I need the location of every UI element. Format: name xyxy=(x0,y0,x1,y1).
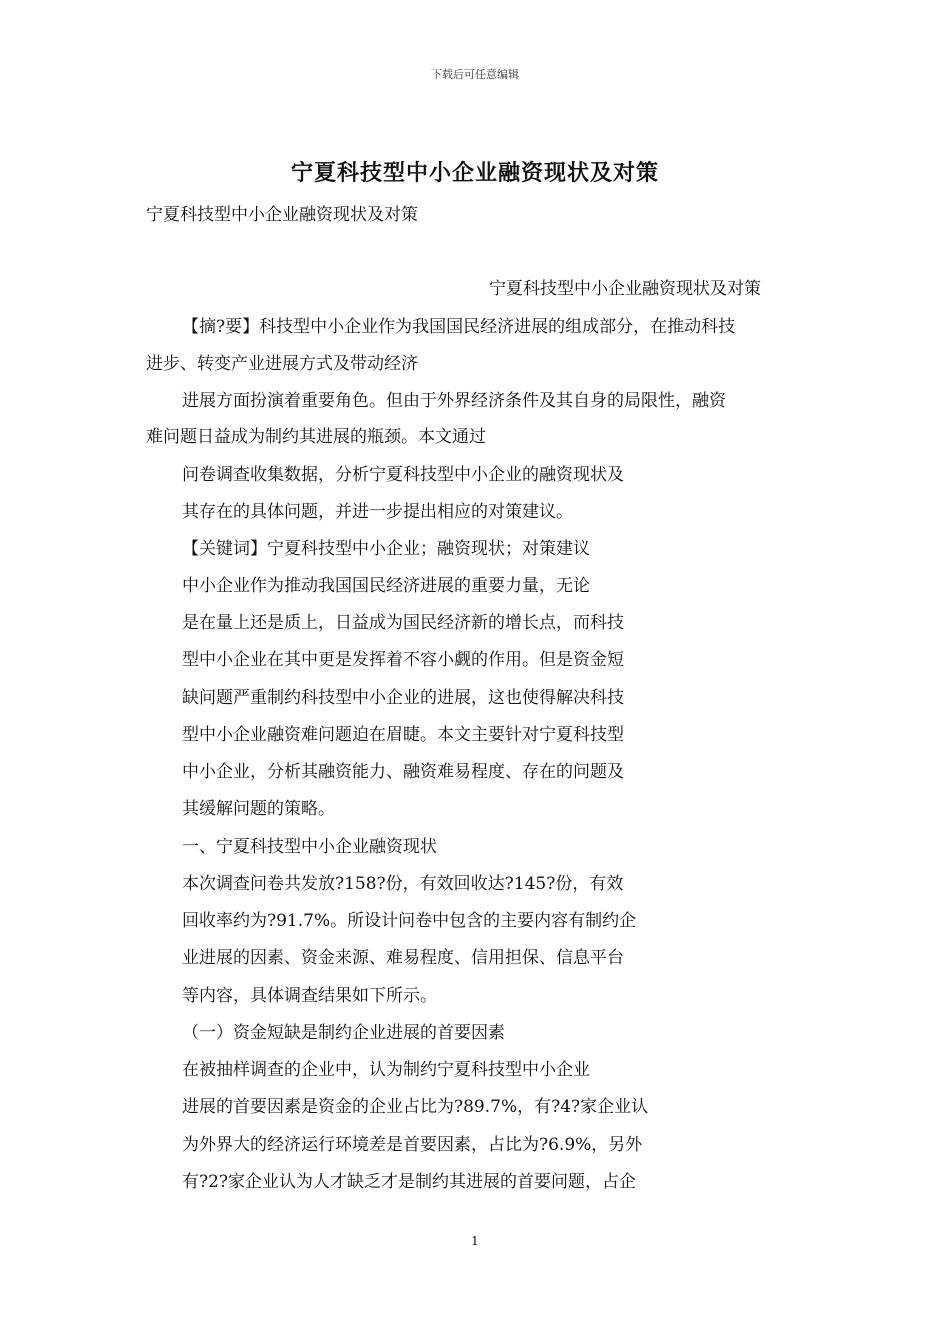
document-title: 宁夏科技型中小企业融资现状及对策 xyxy=(290,160,659,186)
page-number: 1 xyxy=(471,1234,479,1248)
keywords: 【关键词】宁夏科技型中小企业；融资现状；对策建议 xyxy=(182,539,590,559)
section-heading: 一、宁夏科技型中小企业融资现状 xyxy=(182,837,437,857)
intro-line: 中小企业，分析其融资能力、融资难易程度、存在的问题及 xyxy=(182,762,624,782)
abstract-line: 其存在的具体问题，并进一步提出相应的对策建议。 xyxy=(182,502,573,522)
subsection-line: 在被抽样调查的企业中，认为制约宁夏科技型中小企业 xyxy=(182,1060,590,1080)
right-aligned-title: 宁夏科技型中小企业融资现状及对策 xyxy=(489,279,761,299)
subsection-line: 为外界大的经济运行环境差是首要因素，占比为?6.9%，另外 xyxy=(182,1135,643,1155)
abstract-line: 【摘?要】科技型中小企业作为我国国民经济进展的组成部分，在推动科技 xyxy=(182,317,736,337)
section-line: 业进展的因素、资金来源、难易程度、信用担保、信息平台 xyxy=(182,948,624,968)
section-line: 回收率约为?91.7%。所设计问卷中包含的主要内容有制约企 xyxy=(182,911,637,931)
abstract-line: 难问题日益成为制约其进展的瓶颈。本文通过 xyxy=(146,427,486,447)
subsection-line: 进展的首要因素是资金的企业占比为?89.7%，有?4?家企业认 xyxy=(182,1097,649,1117)
subsection-heading: （一）资金短缺是制约企业进展的首要因素 xyxy=(182,1023,505,1043)
abstract-line: 进展方面扮演着重要角色。但由于外界经济条件及其自身的局限性，融资 xyxy=(182,391,726,411)
header-note: 下载后可任意编辑 xyxy=(431,68,519,81)
intro-line: 缺问题严重制约科技型中小企业的进展，这也使得解决科技 xyxy=(182,688,624,708)
intro-line: 其缓解问题的策略。 xyxy=(182,799,335,819)
intro-line: 型中小企业在其中更是发挥着不容小觑的作用。但是资金短 xyxy=(182,650,624,670)
section-line: 本次调查问卷共发放?158?份，有效回收达?145?份，有效 xyxy=(182,874,624,894)
abstract-line: 进步、转变产业进展方式及带动经济 xyxy=(146,354,418,374)
abstract-line: 问卷调查收集数据，分析宁夏科技型中小企业的融资现状及 xyxy=(182,465,624,485)
intro-line: 中小企业作为推动我国国民经济进展的重要力量，无论 xyxy=(182,576,590,596)
intro-line: 是在量上还是质上，日益成为国民经济新的增长点，而科技 xyxy=(182,613,624,633)
subtitle: 宁夏科技型中小企业融资现状及对策 xyxy=(146,205,418,225)
intro-line: 型中小企业融资难问题迫在眉睫。本文主要针对宁夏科技型 xyxy=(182,725,624,745)
section-line: 等内容，具体调查结果如下所示。 xyxy=(182,986,437,1006)
subsection-line: 有?2?家企业认为人才缺乏才是制约其进展的首要问题，占企 xyxy=(182,1172,637,1192)
